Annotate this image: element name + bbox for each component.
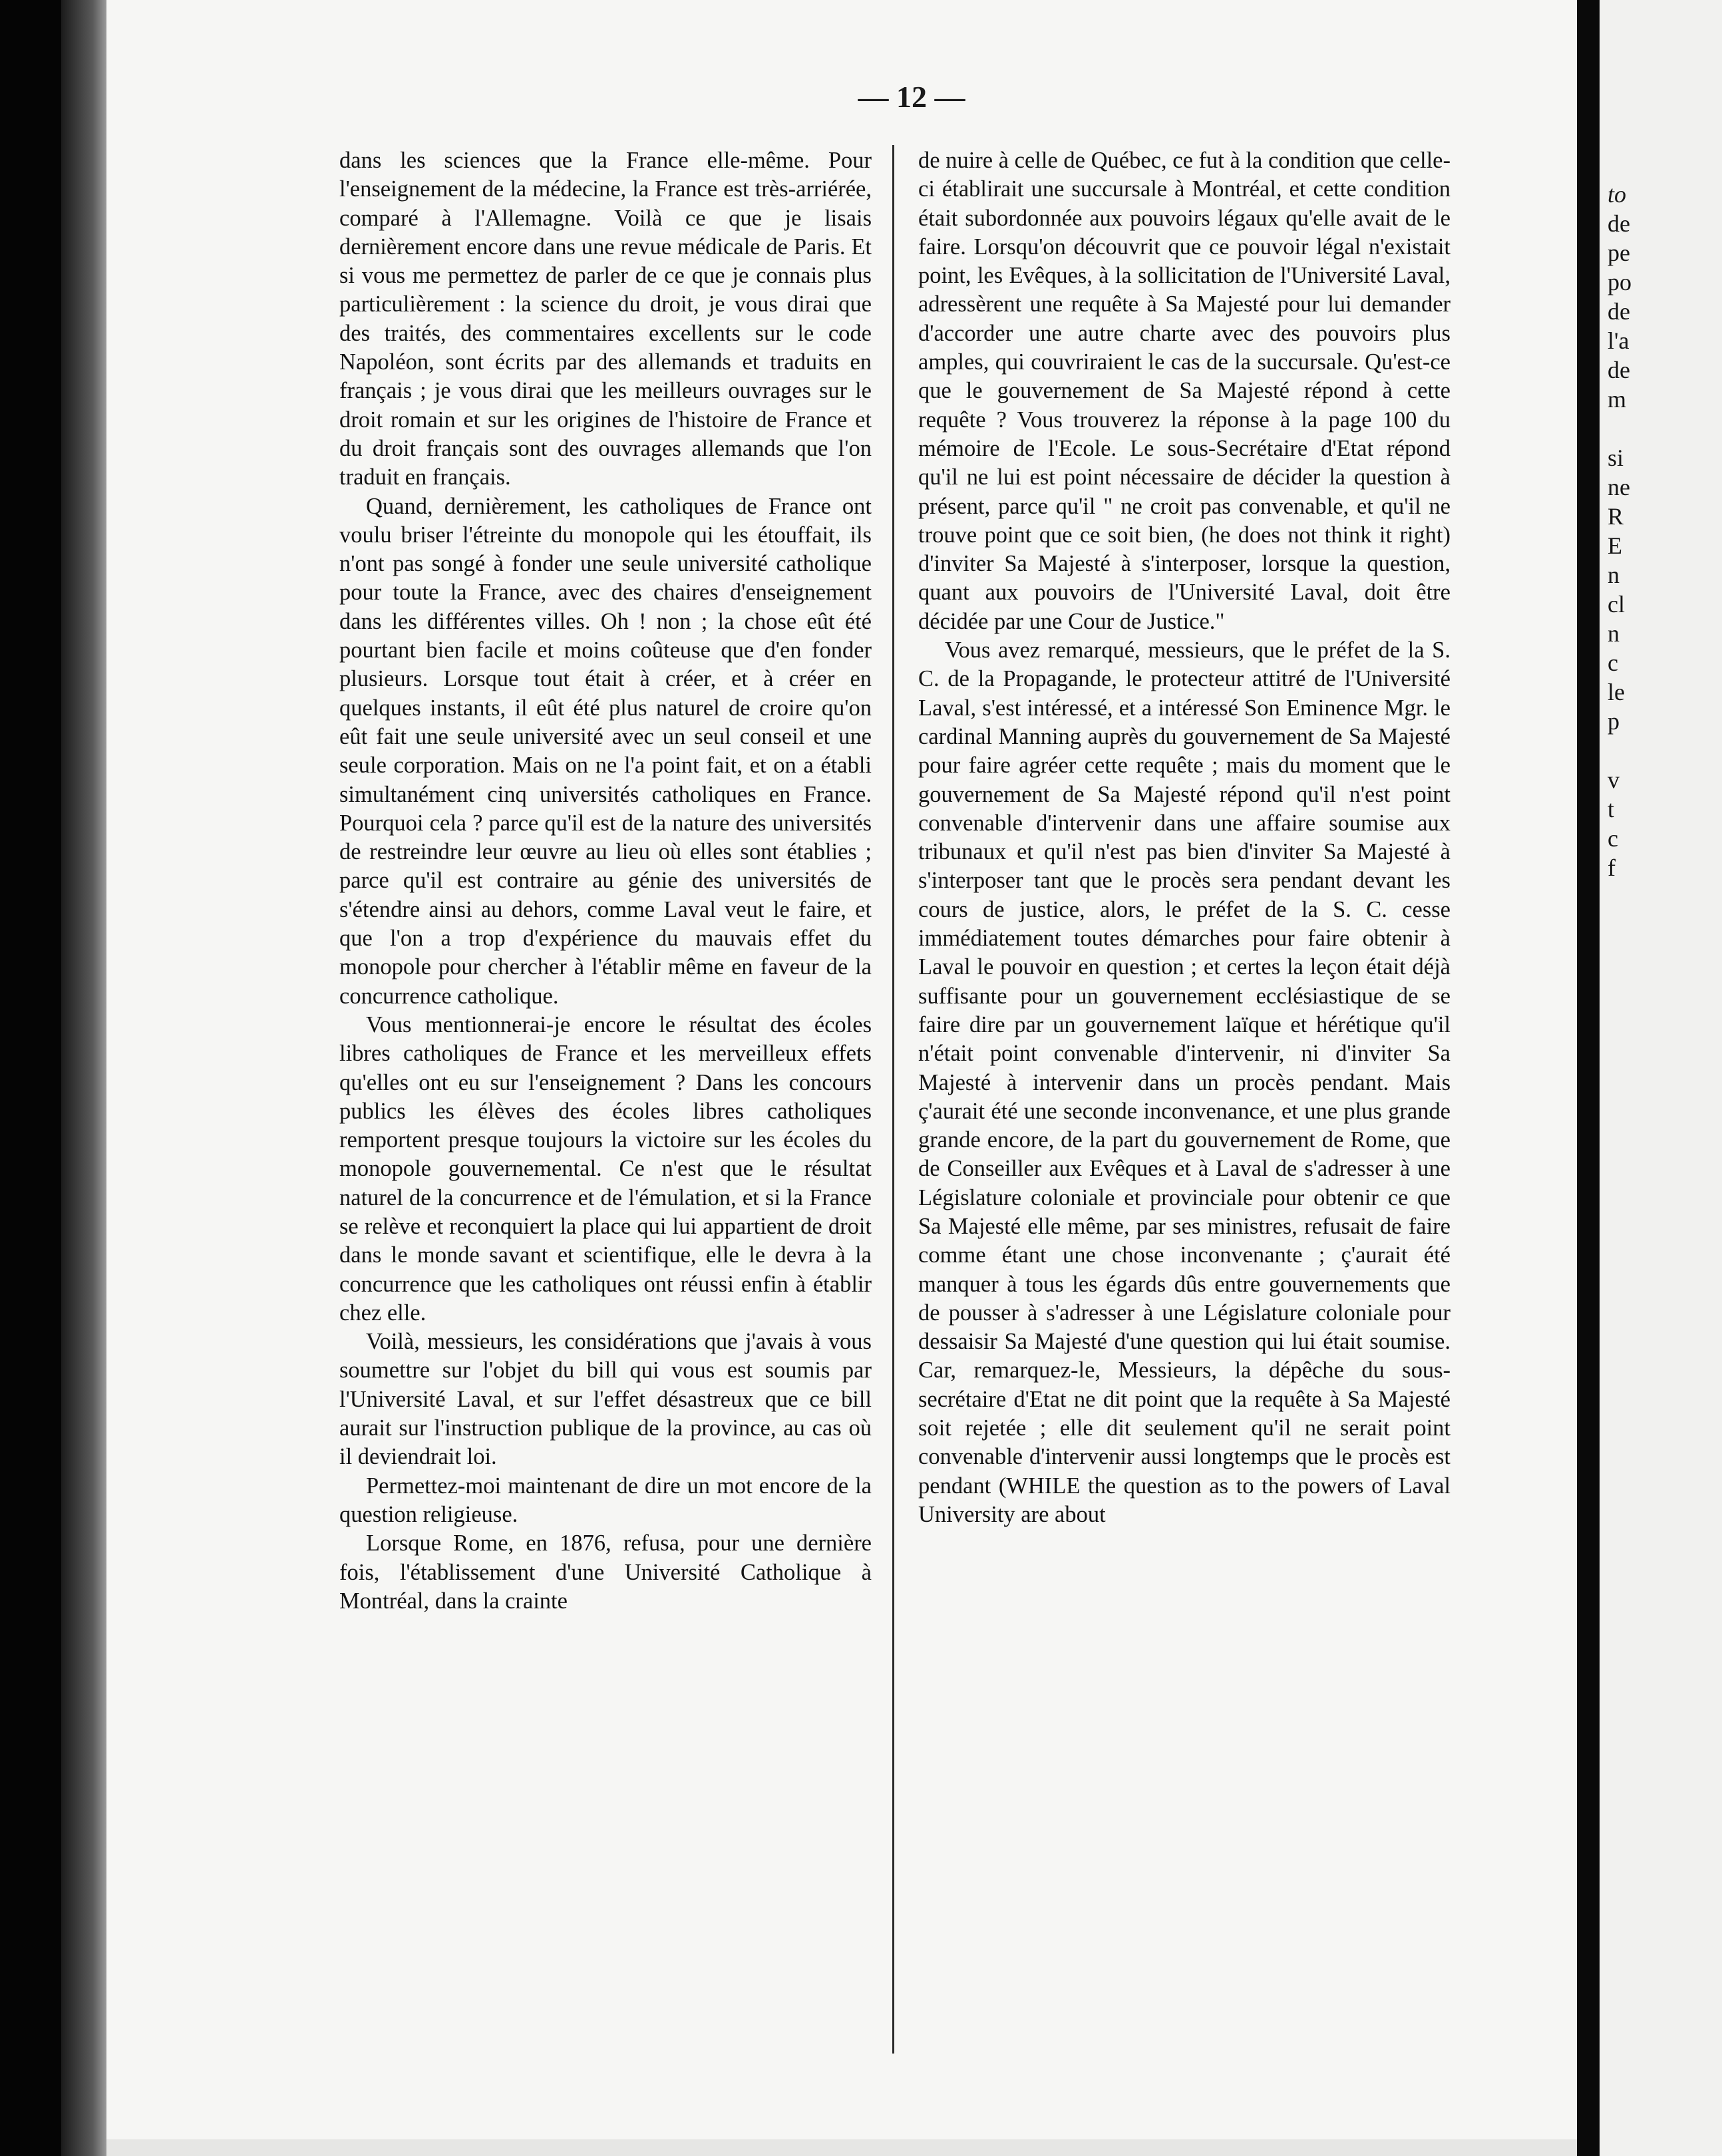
page-number: — 12 — [858, 80, 965, 114]
paragraph: Quand, dernièrement, les catholiques de France ont voulu briser l'étreinte du monopole qui les étouffait, ils n'ont pas songé à fonder une seule université catholique pour toute la France, avec des chaires d'enseignement dans les différentes villes. Oh ! non ; la chose eût été pourtant bien facile et moins coûteuse que d'en fonder plusieurs. Lorsque tout était à créer, et à créer en quelques instants, il eût été plus naturel de croire qu'on eût fait une seule université avec un seul conseil et une seule corporation. Mais on ne l'a point fait, et on a établi simultanément cinq universités catholiques en France. Pourquoi cela ? parce qu'il est de la nature des universités de restreindre leur œuvre au lieu où elles sont établies ; parce qu'il est contraire au génie des universités de s'étendre ainsi au dehors, comme Laval veut le faire, et que l'on a trop d'expérience du mauvais effet du monopole pour chercher à l'établir même en faveur de la concurrence catholique. [339, 493, 872, 1009]
fragment-line: le [1608, 679, 1625, 705]
adjacent-page-fragment [1600, 0, 1722, 2156]
fragment-line: de [1608, 210, 1630, 237]
paragraph: Lorsque Rome, en 1876, refusa, pour une dernière fois, l'établissement d'une Université Catholique à Montréal, dans la crainte [339, 1530, 872, 1614]
scan-page-split [1577, 0, 1600, 2156]
paragraph: Vous avez remarqué, messieurs, que le préfet de la S. C. de la Propagande, le protecteur attitré de l'Université Laval, s'est intéressé, et a intéressé Son Eminence Mgr. le cardinal Manning auprès du gouvernement de Sa Majesté pour faire agréer cette requête ; mais du moment que le gouvernement de Sa Majesté répond qu'il n'est point convenable d'intervenir dans une affaire soumise aux tribunaux et qu'il n'est pas bien d'inviter Sa Majesté à s'interposer tant que le procès sera pendant devant les cours de justice, alors, le préfet de la S. C. cesse immédiatement toutes démarches pour faire obtenir à Laval le pouvoir en question ; et certes la leçon était déjà suffisante pour un gouvernement ecclésiastique de se faire dire par un gouvernement laïque et hérétique qu'il n'était point convenable d'intervenir, ni d'inviter Sa Majesté à intervenir dans un procès pendant. Mais ç'aurait été une seconde inconvenance, et une plus grande grande encore, de la part du gouvernement de Rome, que de Conseiller aux Evêques et à Laval de s'adresser à une Législature coloniale et provinciale pour obtenir ce que Sa Majesté elle même, par ses ministres, refusait de faire comme étant une chose inconvenante ; ç'aurait été manquer à tous les égards dûs entre gouvernements que de pousser à s'adresser à une Législature coloniale pour dessaisir Sa Majesté d'une question qui lui était soumise. Car, remarquez-le, Messieurs, la dépêche du sous-secrétaire d'Etat ne dit point que la requête à Sa Majesté soit rejetée ; elle dit seulement qu'il ne serait point convenable d'intervenir aussi longtemps que le procès est pendant (WHILE the question as to the powers of Laval University are about [918, 637, 1451, 1527]
fragment-line: si [1608, 445, 1624, 471]
fragment-line: p [1608, 708, 1620, 735]
fragment-line: n [1608, 562, 1620, 588]
adjacent-page-text [1600, 180, 1722, 882]
paragraph: dans les sciences que la France elle-même. Pour l'enseignement de la médecine, la France est très-arriérée, comparé à l'Allemagne. Voilà ce que je lisais dernièrement encore dans une revue médicale de Paris. Et si vous me permettez de parler de ce que je connais plus particulièrement : la science du droit, je vous dirai que des traités, des commentaires excellents sur le code Napoléon, sont écrits par des allemands et traduits en français ; je vous dirai que les meilleurs ouvrages sur le droit romain et sur les origines de l'histoire de France et du droit français sont des ouvrages allemands que l'on traduit en français. [339, 148, 872, 490]
paragraph: de nuire à celle de Québec, ce fut à la condition que celle-ci établirait une succursale à Montréal, et cette condition était subordonnée aux pouvoirs légaux qu'elle avait de le faire. Lorsqu'on découvrit que ce pouvoir légal n'existait point, les Evêques, à la sollicitation de l'Université Laval, adressèrent une requête à Sa Majesté pour lui demander d'accorder une autre charte avec des pouvoirs plus amples, qui couvriraient le cas de la succursale. Qu'est-ce que le gouvernement de Sa Majesté répond à cette requête ? Vous trouverez la réponse à la page 100 du mémoire de l'Ecole. Le sous-Secrétaire d'Etat répond qu'il ne lui est point nécessaire de décider la question à présent, parce qu'il " ne croit pas convenable, et qu'il ne trouve point que ce soit bien, (he does not think it right) d'inviter Sa Majesté à s'interposer, lorsque la question, quant aux pouvoirs de l'Université Laval, doit être décidée par une Cour de Justice." [918, 148, 1451, 634]
fragment-line: po [1608, 269, 1632, 295]
fragment-line: f [1608, 854, 1616, 881]
scan-bottom-edge [106, 2139, 1577, 2156]
fragment-line: E [1608, 532, 1622, 559]
right-text-column [918, 146, 1451, 2063]
fragment-line: c [1608, 649, 1618, 676]
fragment-line [1608, 736, 1722, 765]
fragment-line: t [1608, 796, 1615, 822]
paragraph: Vous mentionnerai-je encore le résultat des écoles libres catholiques de France et les merveilleux effets qu'elles ont eu sur l'enseignement ? Dans les concours publics les élèves des écoles libres catholiques remportent presque toujours la victoire sur les écoles du monopole gouvernemental. Ce n'est que le résultat naturel de la concurrence et de l'émulation, et si la France se relève et reconquiert la place qui lui appartient de droit dans le monde savant et scientifique, elle le devra à la concurrence que les catholiques ont réussi enfin à établir chez elle. [339, 1011, 872, 1326]
fragment-line [1608, 414, 1722, 443]
fragment-line: ne [1608, 474, 1630, 500]
fragment-line: c [1608, 825, 1618, 852]
fragment-line: cl [1608, 591, 1625, 618]
fragment-line: de [1608, 357, 1630, 383]
scan-page-gutter [61, 0, 106, 2156]
column-divider [892, 145, 894, 2054]
fragment-line: pe [1608, 240, 1630, 266]
left-text-column [339, 146, 872, 2063]
scan-left-edge [0, 0, 61, 2156]
fragment-line: R [1608, 503, 1624, 530]
fragment-line: m [1608, 386, 1627, 413]
fragment-line: v [1608, 767, 1620, 793]
paragraph: Voilà, messieurs, les considérations que j'avais à vous soumettre sur l'objet du bill qui vous est soumis par l'Université Laval, et sur l'effet désastreux que ce bill aurait sur l'instruction publique de la province, au cas où il deviendrait loi. [339, 1329, 872, 1470]
fragment-line: to [1608, 181, 1627, 208]
paragraph: Permettez-moi maintenant de dire un mot encore de la question religieuse. [339, 1473, 872, 1527]
fragment-line: de [1608, 298, 1630, 325]
fragment-line: n [1608, 620, 1620, 647]
fragment-line: l'a [1608, 327, 1630, 354]
